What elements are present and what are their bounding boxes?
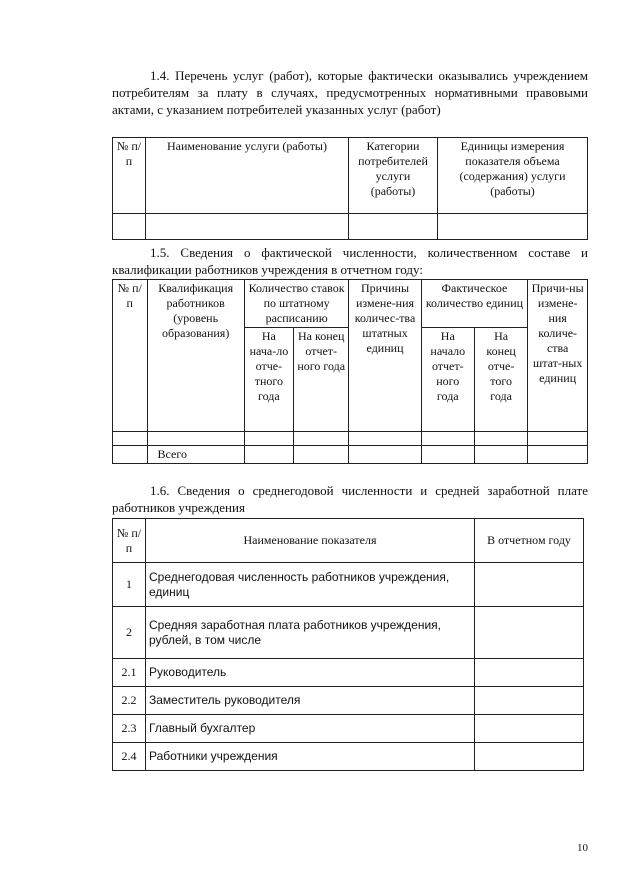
services-empty-row [113, 214, 588, 240]
salary-row-value [475, 563, 584, 607]
staff-header-qualification: Квалификация работников (уровень образования) [147, 280, 244, 432]
salary-row-num: 2.3 [113, 715, 146, 743]
table-cell [146, 214, 349, 240]
table-cell [244, 446, 293, 464]
services-header-category: Категории потребителей услуги (работы) [349, 138, 438, 214]
table-cell [113, 446, 148, 464]
table-cell [474, 446, 527, 464]
salary-row [113, 687, 584, 715]
staff-header-num: № п/п [113, 280, 148, 432]
salary-row-name: Руководитель [146, 659, 475, 687]
salary-row-num: 2.4 [113, 743, 146, 771]
salary-row-value [475, 715, 584, 743]
services-header-num: № п/п [113, 138, 146, 214]
staff-header-reasons: Причины измене-ния количес-тва штатных единиц [349, 280, 421, 432]
section-1-5-text: 1.5. Сведения о фактической численности, количественном составе и квалификации работников учреждения в отчетном году: [112, 245, 588, 277]
services-header-name: Наименование услуги (работы) [146, 138, 349, 214]
staff-empty-row [113, 432, 588, 446]
section-1-6-text: 1.6. Сведения о среднегодовой численности и средней заработной плате работников учреждения [112, 483, 588, 515]
staff-header-actual-count: Фактическое количество единиц [421, 280, 528, 328]
table-cell [349, 446, 421, 464]
salary-header-num: № п/п [113, 519, 146, 563]
staff-total-row [113, 446, 588, 464]
staff-header-end-year: На конец отчет-ного года [293, 328, 348, 432]
salary-row [113, 659, 584, 687]
staff-total-label: Всего [147, 446, 244, 464]
table-cell [528, 446, 588, 464]
services-table [112, 137, 588, 240]
salary-row-name: Среднегодовая численность работников учреждения, единиц [146, 563, 475, 607]
salary-row-name: Средняя заработная плата работников учреждения, рублей, в том числе [146, 607, 475, 659]
table-cell [293, 432, 348, 446]
salary-row-num: 2.1 [113, 659, 146, 687]
staff-header-reasons-2: Причи-ны измене-ния количе-ства штат-ных единиц [528, 280, 588, 432]
table-cell [438, 214, 588, 240]
staff-header-start-year: На нача-ло отче-тного года [244, 328, 293, 432]
section-1-4-text: 1.4. Перечень услуг (работ), которые фактически оказывались учреждением потребителям за плату в случаях, предусмотренных нормативными правовыми актами, с указанием потребителей указанных услуг (работ) [112, 68, 588, 117]
table-cell [113, 432, 148, 446]
table-cell [421, 432, 474, 446]
table-cell [421, 446, 474, 464]
salary-table [112, 518, 584, 771]
staff-header-actual-end: На конец отче-того года [474, 328, 527, 432]
table-cell [147, 432, 244, 446]
salary-row [113, 743, 584, 771]
salary-row-value [475, 659, 584, 687]
table-cell [349, 214, 438, 240]
staff-header-staff-count: Количество ставок по штатному расписанию [244, 280, 349, 328]
salary-row-num: 1 [113, 563, 146, 607]
salary-row [113, 607, 584, 659]
table-cell [244, 432, 293, 446]
salary-row-name: Главный бухгалтер [146, 715, 475, 743]
table-cell [113, 214, 146, 240]
staff-header-actual-start: На начало отчет-ного года [421, 328, 474, 432]
salary-header-year: В отчетном году [475, 519, 584, 563]
staff-table [112, 279, 588, 464]
salary-row [113, 715, 584, 743]
table-cell [528, 432, 588, 446]
salary-row [113, 563, 584, 607]
page-number: 10 [577, 842, 588, 854]
salary-row-value [475, 607, 584, 659]
salary-row-value [475, 687, 584, 715]
services-header-unit: Единицы измерения показателя объема (содержания) услуги (работы) [438, 138, 588, 214]
table-cell [349, 432, 421, 446]
table-cell [474, 432, 527, 446]
salary-row-name: Работники учреждения [146, 743, 475, 771]
salary-header-name: Наименование показателя [146, 519, 475, 563]
table-cell [293, 446, 348, 464]
salary-row-num: 2 [113, 607, 146, 659]
salary-row-num: 2.2 [113, 687, 146, 715]
salary-row-name: Заместитель руководителя [146, 687, 475, 715]
salary-row-value [475, 743, 584, 771]
